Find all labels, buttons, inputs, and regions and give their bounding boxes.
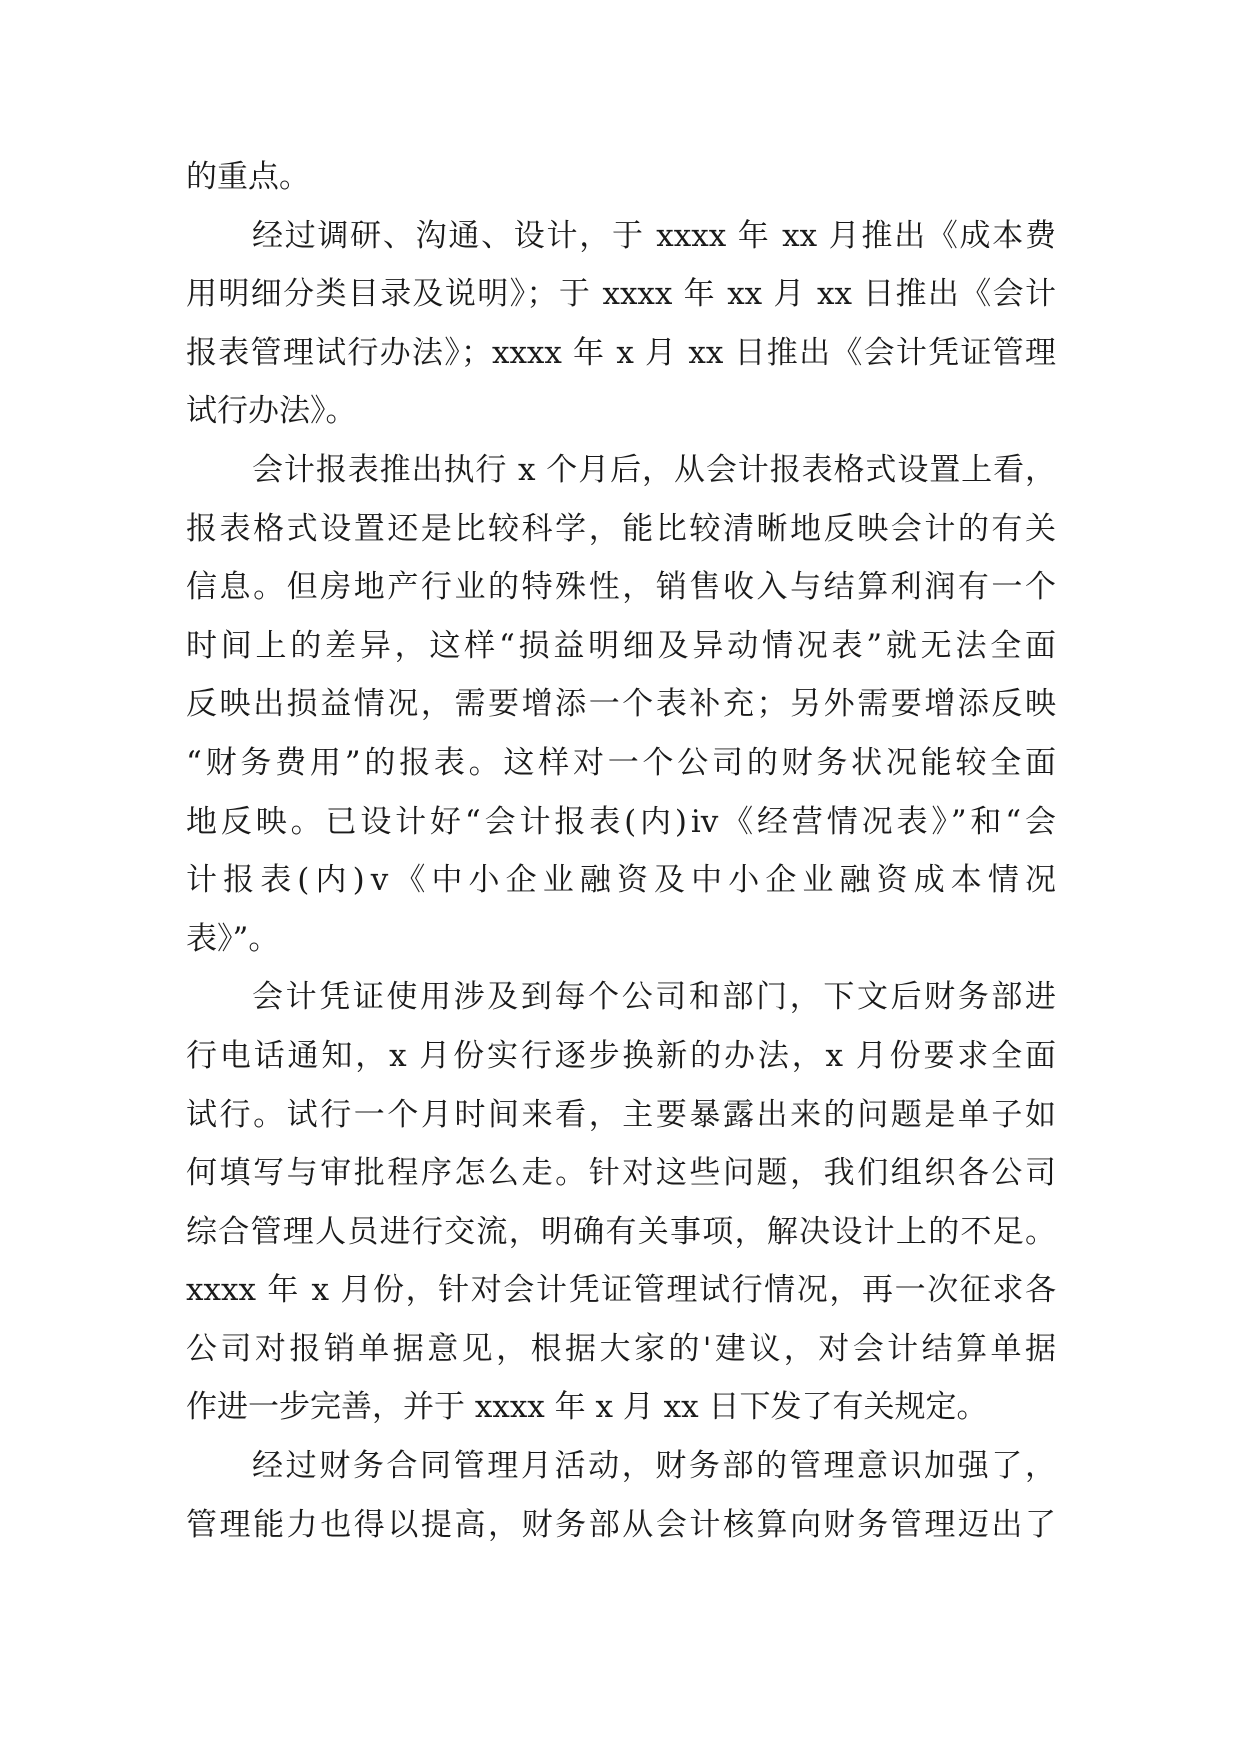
text-line: 地反映。已设计好“会计报表(内)ⅳ《经营情况表》”和“会 xyxy=(186,803,1056,840)
text-line: 作进一步完善，并于 xxxx 年 x 月 xx 日下发了有关规定。 xyxy=(186,1389,988,1426)
text-line: “财务费用”的报表。这样对一个公司的财务状况能较全面 xyxy=(186,744,1056,781)
text-line: 管理能力也得以提高，财务部从会计核算向财务管理迈出了 xyxy=(186,1506,1056,1543)
text-line: 反映出损益情况，需要增添一个表补充；另外需要增添反映 xyxy=(186,686,1056,723)
text-line: 试行办法》。 xyxy=(186,393,357,430)
text-line: 行电话通知，x 月份实行逐步换新的办法，x 月份要求全面 xyxy=(186,1037,1056,1074)
text-line: 报表格式设置还是比较科学，能比较清晰地反映会计的有关 xyxy=(186,510,1056,547)
text-line: 表》”。 xyxy=(186,920,280,957)
text-line: 经过调研、沟通、设计，于 xxxx 年 xx 月推出《成本费 xyxy=(252,217,1056,254)
text-line: 经过财务合同管理月活动，财务部的管理意识加强了， xyxy=(252,1448,1056,1485)
text-line: 会计报表推出执行 x 个月后，从会计报表格式设置上看， xyxy=(252,451,1056,488)
text-line: xxxx 年 x 月份，针对会计凭证管理试行情况，再一次征求各 xyxy=(186,1272,1056,1309)
body-text xyxy=(186,148,1056,1554)
text-line: 何填写与审批程序怎么走。针对这些问题，我们组织各公司 xyxy=(186,1155,1056,1192)
text-line: 时间上的差异，这样“损益明细及异动情况表”就无法全面 xyxy=(186,627,1056,664)
text-line: 会计凭证使用涉及到每个公司和部门，下文后财务部进 xyxy=(252,979,1056,1016)
text-line: 信息。但房地产行业的特殊性，销售收入与结算利润有一个 xyxy=(186,569,1056,606)
text-line: 综合管理人员进行交流，明确有关事项，解决设计上的不足。 xyxy=(186,1213,1056,1250)
text-line: 用明细分类目录及说明》；于 xxxx 年 xx 月 xx 日推出《会计 xyxy=(186,276,1056,313)
text-line: 试行。试行一个月时间来看，主要暴露出来的问题是单子如 xyxy=(186,1096,1056,1133)
text-line: 公司对报销单据意见，根据大家的'建议，对会计结算单据 xyxy=(186,1330,1056,1367)
text-line: 报表管理试行办法》；xxxx 年 x 月 xx 日推出《会计凭证管理 xyxy=(186,334,1056,371)
text-line: 计报表(内)ⅴ《中小企业融资及中小企业融资成本情况 xyxy=(186,862,1056,899)
text-line: 的重点。 xyxy=(186,159,310,195)
